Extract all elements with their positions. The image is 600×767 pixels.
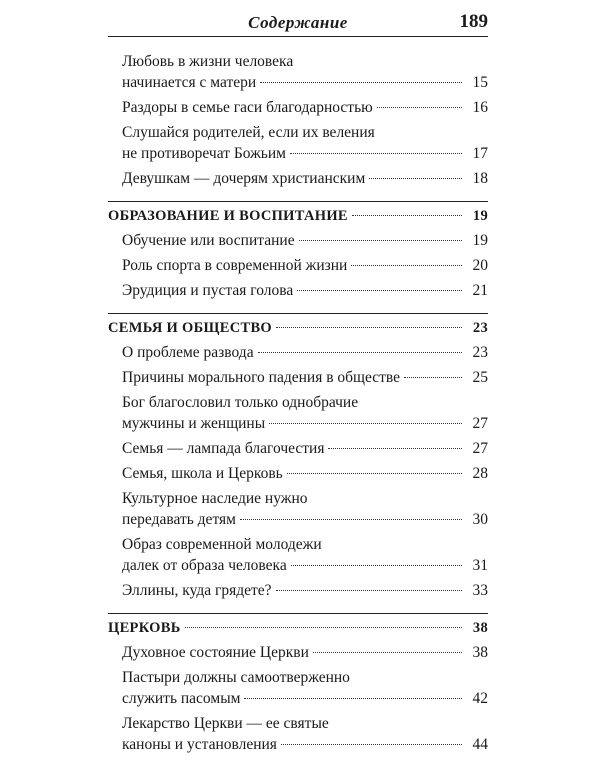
dot-leader (276, 590, 462, 591)
entry-page-number: 25 (472, 369, 488, 386)
entry-title-line2: не противоречат Божьим (122, 145, 286, 162)
entry-title-line2: далек от образа человека (122, 557, 287, 574)
entry-title-line1: Пастыри должны самоотверженно (122, 669, 350, 686)
entry-title: Причины морального падения в обществе (122, 369, 401, 386)
dot-leader (328, 448, 462, 449)
entry-title-line1: Культурное наследие нужно (122, 490, 308, 507)
toc-entry (108, 168, 488, 189)
entry-title: Семья — лампада благочестия (122, 440, 325, 457)
toc-section (108, 614, 488, 767)
toc-entry (108, 97, 488, 118)
dot-leader (313, 652, 462, 653)
dot-leader (290, 153, 462, 154)
entry-title: Девушкам — дочерям христианским (122, 170, 366, 187)
running-header (108, 0, 488, 37)
section-heading (108, 618, 488, 639)
entry-page-number: 31 (472, 557, 488, 574)
entry-page-number: 15 (472, 74, 488, 91)
entry-title: Эллины, куда грядете? (122, 582, 272, 599)
table-of-contents (108, 51, 488, 767)
dot-leader (299, 240, 462, 241)
toc-entry (108, 51, 488, 93)
entry-title: Роль спорта в современной жизни (122, 257, 348, 274)
entry-title: Обучение или воспитание (122, 232, 295, 249)
toc-entry (108, 342, 488, 363)
toc-entry (108, 713, 488, 755)
toc-entry (108, 122, 488, 164)
dot-leader (352, 215, 462, 216)
entry-page-number: 20 (472, 257, 488, 274)
toc-entry (108, 580, 488, 601)
toc-entry (108, 255, 488, 276)
entry-title: Эрудиция и пустая голова (122, 282, 294, 299)
entry-title-line2: передавать детям (122, 511, 236, 528)
entry-title: Духовное состояние Церкви (122, 644, 309, 661)
entry-title-line2: каноны и установления (122, 736, 277, 753)
section-heading-text: ОБРАЗОВАНИЕ И ВОСПИТАНИЕ (108, 208, 348, 224)
dot-leader (260, 82, 462, 83)
entry-title-line1: Любовь в жизни человека (122, 53, 294, 70)
toc-entry (108, 367, 488, 388)
running-title: Содержание (248, 13, 348, 32)
entry-page-number: 18 (472, 170, 488, 187)
toc-entry (108, 463, 488, 484)
toc-entry (108, 642, 488, 663)
dot-leader (276, 327, 462, 328)
dot-leader (297, 290, 462, 291)
dot-leader (244, 698, 462, 699)
dot-leader (404, 377, 462, 378)
toc-entry (108, 534, 488, 576)
entry-page-number: 23 (472, 344, 488, 361)
section-page-number: 38 (472, 620, 488, 636)
section-heading-text: ЦЕРКОВЬ (108, 620, 181, 636)
section-heading-text: СЕМЬЯ И ОБЩЕСТВО (108, 320, 272, 336)
dot-leader (240, 519, 462, 520)
entry-title: Раздоры в семье гаси благодарностью (122, 99, 373, 116)
toc-section (108, 51, 488, 202)
entry-page-number: 30 (472, 511, 488, 528)
dot-leader (185, 627, 462, 628)
entry-page-number: 28 (472, 465, 488, 482)
dot-leader (351, 265, 462, 266)
entry-title-line1: Образ современной молодежи (122, 536, 322, 553)
entry-page-number: 17 (472, 145, 488, 162)
section-page-number: 19 (472, 208, 488, 224)
toc-section (108, 202, 488, 314)
dot-leader (377, 107, 462, 108)
entry-page-number: 19 (472, 232, 488, 249)
toc-entry (108, 667, 488, 709)
toc-section (108, 314, 488, 614)
entry-page-number: 42 (472, 690, 488, 707)
entry-title-line2: служить пасомым (122, 690, 241, 707)
dot-leader (291, 565, 462, 566)
section-page-number: 23 (472, 320, 488, 336)
entry-title-line1: Лекарство Церкви — ее святые (122, 715, 329, 732)
entry-page-number: 16 (472, 99, 488, 116)
entry-title-line1: Слушайся родителей, если их веления (122, 124, 375, 141)
entry-title-line2: начинается с матери (122, 74, 257, 91)
dot-leader (369, 178, 462, 179)
entry-page-number: 27 (472, 440, 488, 457)
toc-entry (108, 392, 488, 434)
entry-page-number: 21 (472, 282, 488, 299)
entry-page-number: 44 (472, 736, 488, 753)
section-heading (108, 318, 488, 339)
page-number: 189 (459, 11, 488, 32)
dot-leader (269, 423, 462, 424)
toc-entry (108, 230, 488, 251)
entry-title-line2: мужчины и женщины (122, 415, 266, 432)
entry-title: Семья, школа и Церковь (122, 465, 283, 482)
toc-entry (108, 488, 488, 530)
dot-leader (258, 352, 462, 353)
entry-page-number: 33 (472, 582, 488, 599)
entry-page-number: 38 (472, 644, 488, 661)
section-heading (108, 206, 488, 227)
toc-entry (108, 280, 488, 301)
entry-title-line1: Бог благословил только однобрачие (122, 394, 359, 411)
entry-page-number: 27 (472, 415, 488, 432)
toc-entry (108, 438, 488, 459)
dot-leader (287, 473, 462, 474)
dot-leader (281, 744, 462, 745)
entry-title: О проблеме развода (122, 344, 254, 361)
